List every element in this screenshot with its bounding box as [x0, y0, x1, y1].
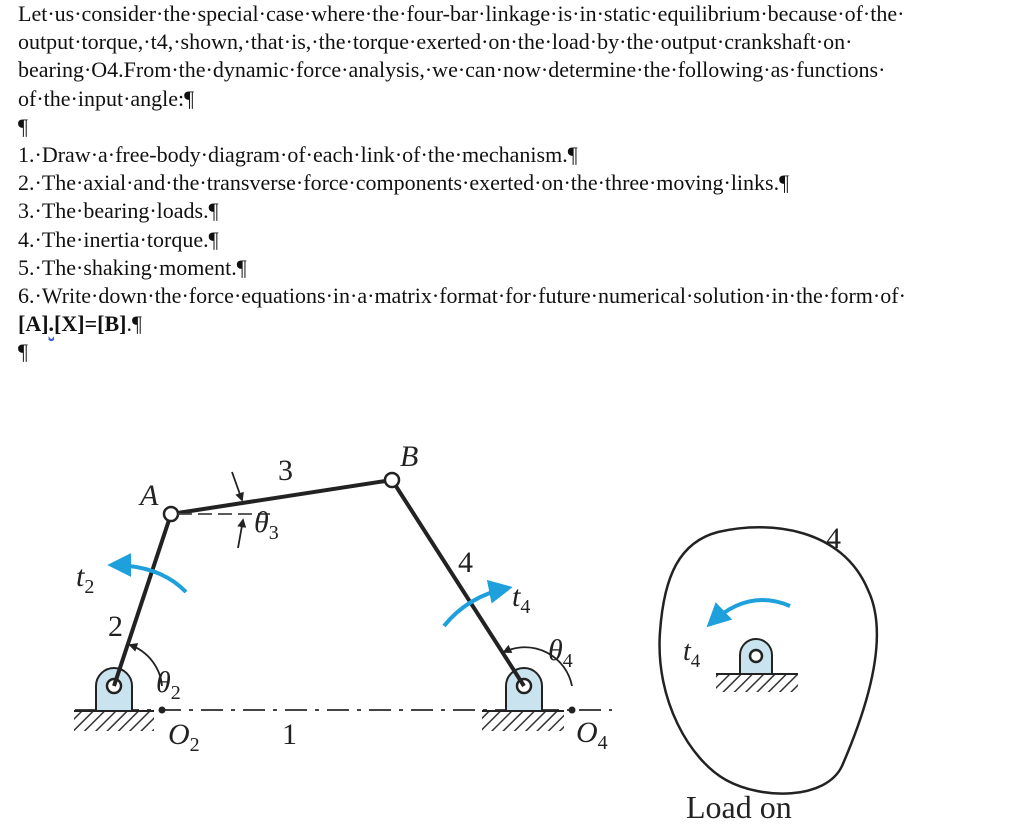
label-load-4: 4	[826, 522, 841, 555]
link-2	[114, 514, 171, 686]
label-theta2: $\theta_2$	[156, 666, 181, 704]
paragraph-line-3: bearing·O4.From·the·dynamic·force·analysis,·we·can·now·determine·the·following·as·functions·	[18, 57, 886, 83]
o2-point	[159, 707, 166, 714]
label-ground-1: 1	[282, 718, 297, 751]
joint-b	[385, 473, 399, 487]
t4-torque-arrow	[444, 588, 508, 626]
label-t2: $t_2$	[76, 560, 95, 598]
paragraph-line-4: of·the·input·angle:¶	[18, 85, 195, 111]
link-4	[392, 480, 524, 686]
label-link-2: 2	[108, 610, 123, 643]
matrix-a: [A]	[18, 311, 49, 337]
final-paragraph-mark: ¶	[18, 339, 28, 365]
label-o2: $O_2$	[168, 718, 200, 756]
joint-a	[164, 507, 178, 521]
matrix-dot: .	[48, 311, 55, 337]
list-item-3: 3.·The·bearing·loads.¶	[18, 198, 219, 224]
list-item-2: 2.·The·axial·and·the·transverse·force·components·exerted·on·the·three·moving·links.¶	[18, 170, 790, 196]
theta3-arrow-top	[232, 472, 242, 500]
four-bar-linkage-figure	[0, 420, 1024, 826]
blank-paragraph-mark: ¶	[18, 113, 28, 139]
paragraph-line-1: Let·us·consider·the·special·case·where·the·four-bar·linkage·is·in·static·equilibrium·because·of·the·	[18, 1, 905, 26]
label-a: A	[140, 479, 159, 512]
ground-support-o4	[482, 668, 564, 731]
list-item-5: 5.·The·shaking·moment.¶	[18, 254, 247, 280]
document-body	[18, 0, 1018, 366]
label-link-3: 3	[278, 454, 293, 487]
label-b: B	[400, 440, 419, 473]
label-theta3: $\theta_3$	[254, 506, 279, 544]
label-t4: $t_4$	[512, 580, 531, 618]
matrix-x-equals-b: [X]=[B]	[54, 311, 127, 337]
label-load-t4: $t_4$	[683, 636, 701, 672]
o4-point	[569, 707, 576, 714]
paragraph-line-2: output·torque,·t4,·shown,·that·is,·the·torque·exerted·on·the·load·by·the·output·crankshaft·on·	[18, 29, 853, 55]
label-link-4: 4	[458, 546, 473, 579]
label-o4: $O_4$	[576, 716, 608, 754]
list-item-1: 1.·Draw·a·free-body·diagram·of·each·link·of·the·mechanism.¶	[18, 141, 578, 167]
ground-support-o2	[74, 668, 154, 731]
theta3-arrow-bottom	[238, 520, 243, 548]
list-item-6: 6.·Write·down·the·force·equations·in·a·matrix·format·for·future·numerical·solution·in·the·form·of·	[18, 282, 906, 308]
matrix-line-end: .¶	[126, 311, 142, 337]
list-item-4: 4.·The·inertia·torque.¶	[18, 226, 219, 252]
load-caption: Load on	[686, 789, 792, 825]
label-theta4: $\theta_4$	[548, 634, 573, 672]
matrix-equation-line	[18, 310, 1018, 338]
